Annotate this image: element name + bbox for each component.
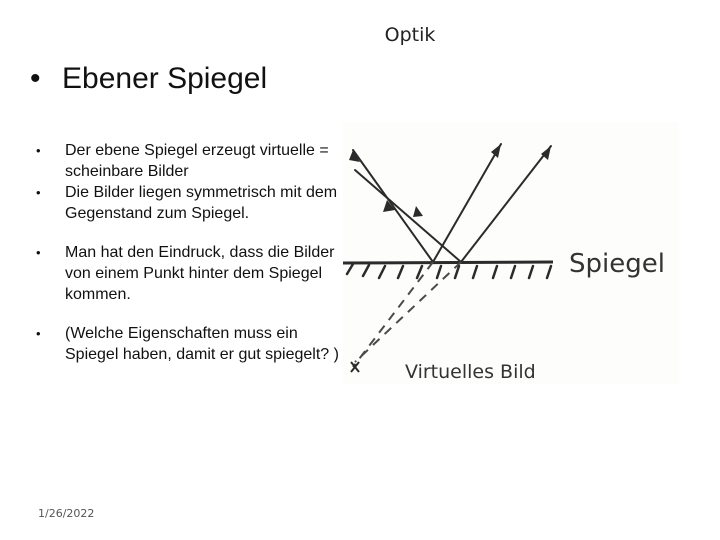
topic-label: Optik bbox=[384, 24, 436, 46]
title-bullet: • bbox=[30, 62, 41, 95]
list-item bbox=[30, 242, 340, 305]
virtual-image-label: Virtuelles Bild bbox=[405, 361, 536, 383]
incoming-ray-1 bbox=[353, 150, 433, 262]
bullet-dot: • bbox=[36, 326, 41, 341]
incoming-ray-2 bbox=[355, 170, 461, 262]
virtual-extension-2 bbox=[355, 262, 461, 362]
arrowhead bbox=[491, 144, 501, 158]
bullet-text: (Welche Eigenschaften muss ein Spiegel haben, damit er gut spiegelt? ) bbox=[65, 325, 339, 363]
bullet-text: Der ebene Spiegel erzeugt virtuelle = scheinbare Bilder bbox=[65, 142, 329, 180]
mirror-line bbox=[343, 262, 553, 263]
bullet-dot: • bbox=[36, 245, 41, 260]
light-rays bbox=[353, 144, 551, 262]
ray-arrowheads bbox=[349, 144, 551, 217]
title-text: Ebener Spiegel bbox=[62, 62, 268, 95]
virtual-rays bbox=[353, 262, 461, 367]
bullet-text: Die Bilder liegen symmetrisch mit dem Gegenstand zum Spiegel. bbox=[65, 184, 338, 222]
slide-date: 1/26/2022 bbox=[38, 507, 95, 520]
mirror-label: Spiegel bbox=[569, 249, 665, 279]
list-item bbox=[30, 323, 340, 365]
bullet-list bbox=[30, 140, 340, 365]
list-item bbox=[30, 182, 340, 224]
reflected-ray-1 bbox=[433, 144, 501, 262]
slide-title bbox=[30, 62, 267, 96]
arrowhead bbox=[413, 206, 423, 217]
list-item bbox=[30, 140, 340, 182]
bullet-dot: • bbox=[36, 185, 41, 200]
mirror-sketch bbox=[343, 122, 679, 384]
slide-header bbox=[0, 24, 720, 46]
mirror-hatching bbox=[347, 264, 551, 278]
bullet-text: Man hat den Eindruck, dass die Bilder von einem Punkt hinter dem Spiegel kommen. bbox=[65, 244, 335, 303]
bullet-dot: • bbox=[36, 143, 41, 158]
mirror-diagram bbox=[343, 122, 679, 384]
reflected-ray-2 bbox=[461, 146, 551, 262]
